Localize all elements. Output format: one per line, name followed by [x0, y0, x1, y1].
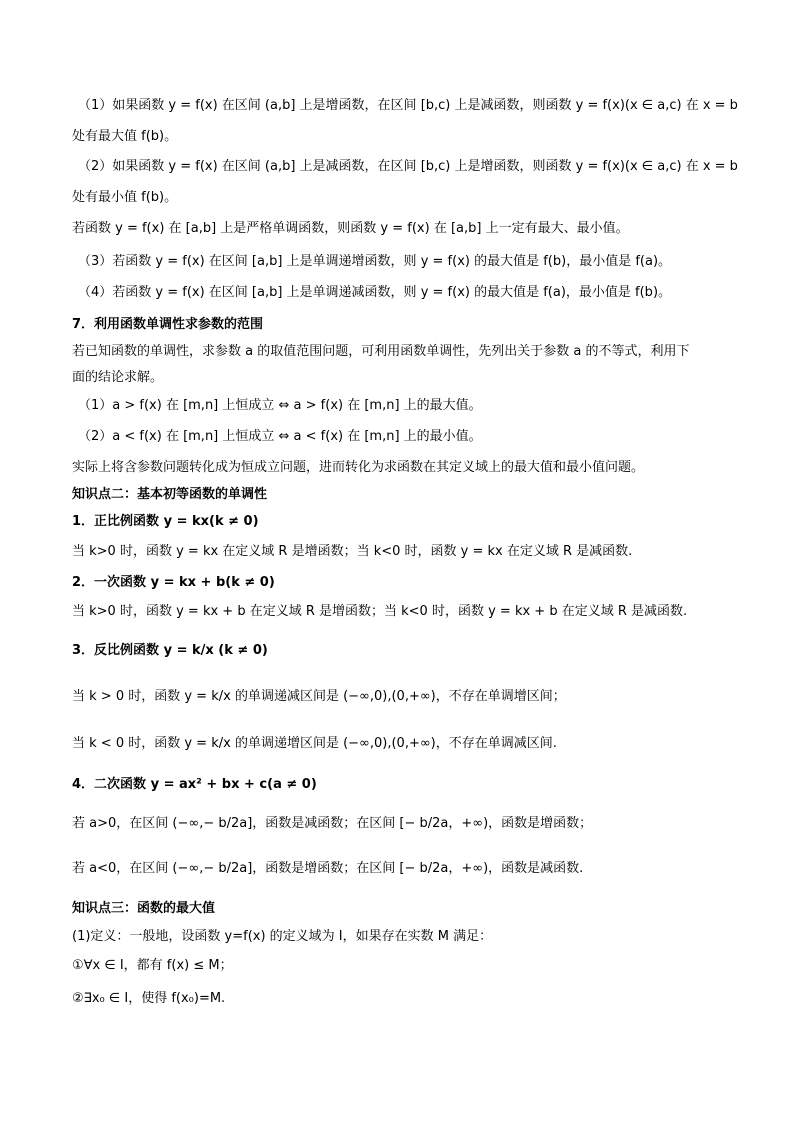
text-line: （3）若函数 y = f(x) 在区间 [a,b] 上是单调递增函数，则 y = f(x) 的最大值是 f(b)，最小值是 f(a)。 [78, 254, 672, 269]
text-line: 当 k>0 时，函数 y = kx 在定义域 R 是增函数；当 k<0 时，函数 y = kx 在定义域 R 是减函数. [72, 544, 633, 559]
text-line: 面的结论求解。 [72, 370, 164, 385]
subsection-heading: 4．二次函数 y = ax² + bx + c(a ≠ 0) [72, 777, 317, 792]
section-heading: 7．利用函数单调性求参数的范围 [72, 317, 264, 332]
text-line: （1）如果函数 y = f(x) 在区间 (a,b] 上是增函数，在区间 [b,c) 上是减函数，则函数 y = f(x)(x ∈ a,c) 在 x = b [78, 98, 738, 113]
text-line: 当 k < 0 时，函数 y = k/x 的单调递增区间是 (−∞,0),(0,+∞)，不存在单调减区间. [72, 736, 557, 751]
text-line: （1）a > f(x) 在 [m,n] 上恒成立 ⇔ a > f(x) 在 [m,n] 上的最大值。 [78, 398, 482, 413]
text-line: （4）若函数 y = f(x) 在区间 [a,b] 上是单调递减函数，则 y = f(x) 的最大值是 f(a)，最小值是 f(b)。 [78, 285, 672, 300]
text-line: 若函数 y = f(x) 在 [a,b] 上是严格单调函数，则函数 y = f(x) 在 [a,b] 上一定有最大、最小值。 [72, 221, 629, 236]
text-line: (1)定义：一般地，设函数 y=f(x) 的定义域为 I，如果存在实数 M 满足： [72, 929, 493, 944]
text-line: 若已知函数的单调性，求参数 a 的取值范围问题，可利用函数单调性，先列出关于参数 a 的不等式，利用下 [72, 344, 690, 359]
subsection-heading: 3．反比例函数 y = k/x (k ≠ 0) [72, 643, 268, 658]
text-line: 当 k > 0 时，函数 y = k/x 的单调递减区间是 (−∞,0),(0,+∞)，不存在单调增区间； [72, 689, 566, 704]
section-heading: 知识点三：函数的最大值 [72, 901, 216, 916]
text-line: （2）如果函数 y = f(x) 在区间 (a,b] 上是减函数，在区间 [b,c) 上是增函数，则函数 y = f(x)(x ∈ a,c) 在 x = b [78, 159, 738, 174]
subsection-heading: 1．正比例函数 y = kx(k ≠ 0) [72, 514, 259, 529]
section-heading: 知识点二：基本初等函数的单调性 [72, 487, 268, 502]
text-line: 处有最小值 f(b)。 [72, 190, 178, 205]
text-line: 处有最大值 f(b)。 [72, 129, 178, 144]
subsection-heading: 2．一次函数 y = kx + b(k ≠ 0) [72, 575, 275, 590]
text-line: ②∃x₀ ∈ I，使得 f(x₀)=M. [72, 991, 226, 1006]
text-line: ①∀x ∈ I，都有 f(x) ≤ M； [72, 958, 233, 973]
text-line: 若 a>0，在区间 (−∞,− b/2a]，函数是减函数；在区间 [− b/2a，+∞)，函数是增函数； [72, 816, 593, 831]
text-line: （2）a < f(x) 在 [m,n] 上恒成立 ⇔ a < f(x) 在 [m,n] 上的最小值。 [78, 429, 482, 444]
text-line: 若 a<0，在区间 (−∞,− b/2a]，函数是增函数；在区间 [− b/2a，+∞)，函数是减函数. [72, 861, 584, 876]
text-line: 实际上将含参数问题转化成为恒成立问题，进而转化为求函数在其定义域上的最大值和最小值问题。 [72, 460, 645, 475]
text-line: 当 k>0 时，函数 y = kx + b 在定义域 R 是增函数；当 k<0 时，函数 y = kx + b 在定义域 R 是减函数. [72, 604, 688, 619]
